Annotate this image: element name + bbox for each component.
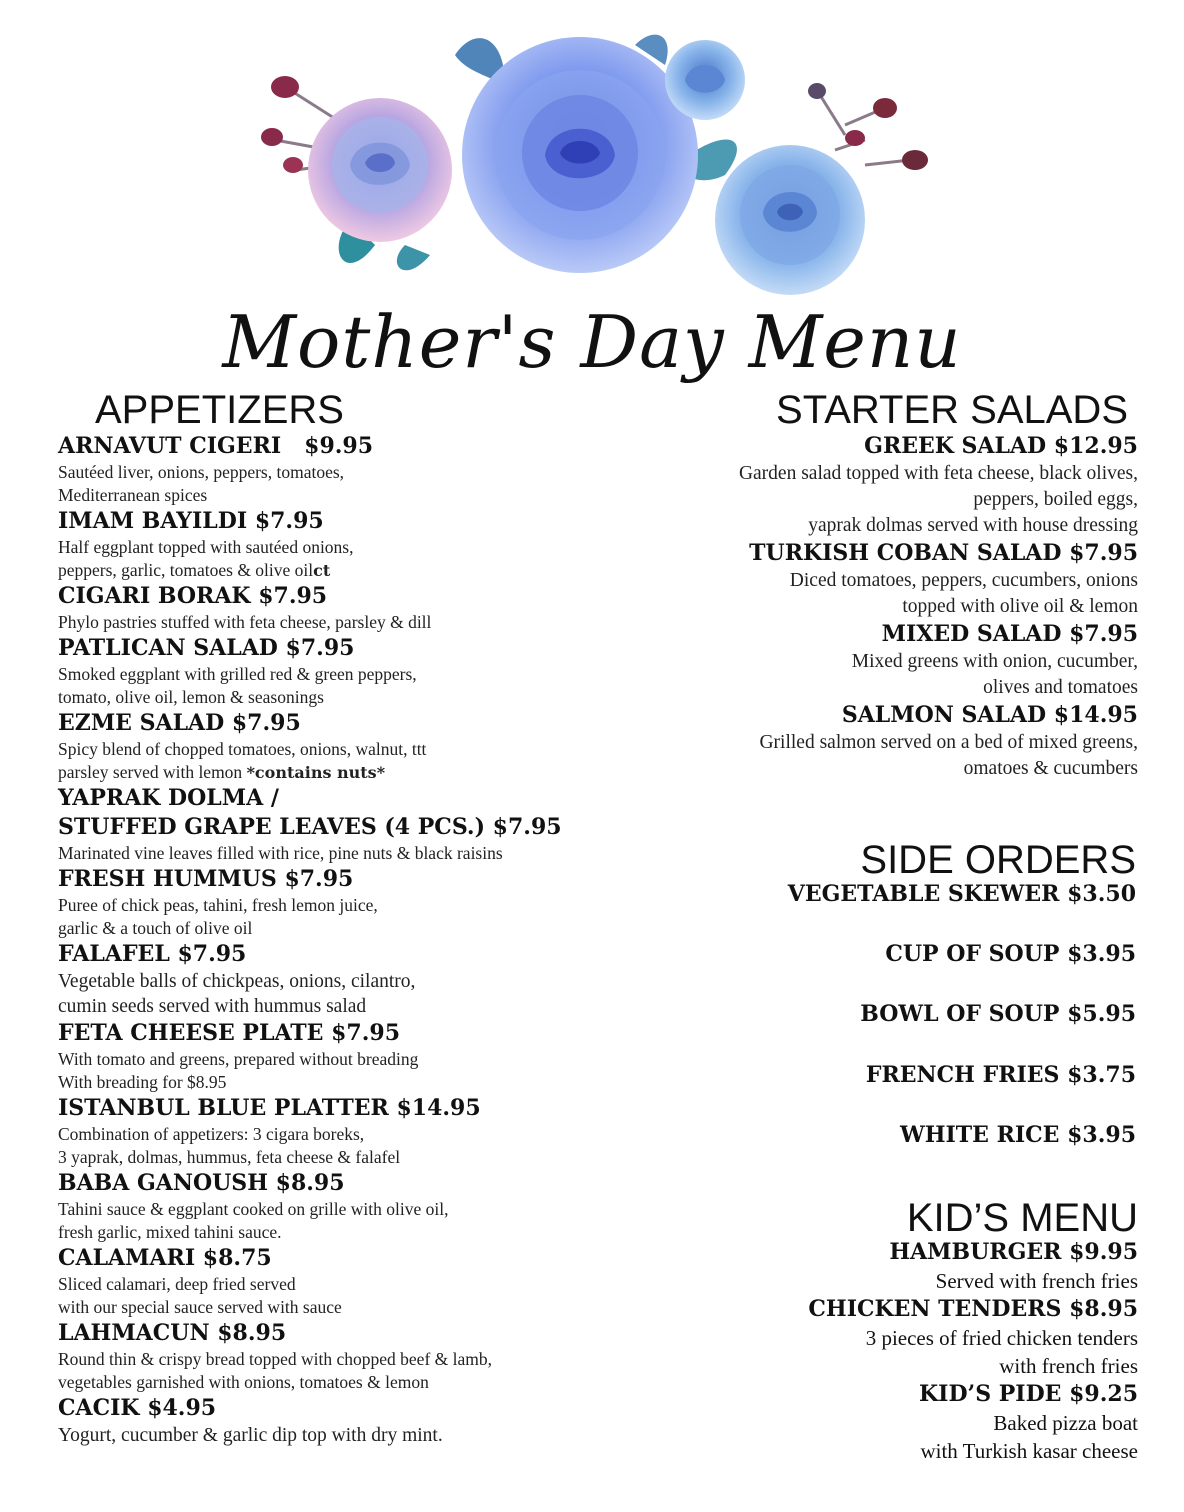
appetizer-price: $7.95 [177,941,247,967]
salad-name: MIXED SALAD [881,621,1062,647]
appetizer-description-text: garlic & a touch of olive oil [58,918,253,938]
appetizer-name: YAPRAK DOLMA / [58,785,279,811]
rose-center [462,37,698,273]
appetizer-name: IMAM BAYILDI [58,508,248,534]
salad-price: $7.95 [1069,540,1138,566]
appetizer-description-text: With breading for $8.95 [58,1072,227,1092]
appetizer-name: LAHMACUN [58,1320,210,1346]
side-order-item [866,1061,1136,1090]
side-orders-heading: SIDE ORDERS [860,838,1136,882]
appetizer-description-text: parsley served with lemon [58,762,247,782]
kids-item-name: KID’S PIDE [919,1381,1062,1407]
salad-description: yaprak dolmas served with house dressing [808,515,1138,536]
kids-item-description: Served with french fries [935,1269,1138,1293]
kids-item-price: $9.95 [1069,1239,1138,1265]
salad-description: topped with olive oil & lemon [902,596,1138,617]
side-order-price: $3.95 [1067,941,1136,967]
appetizer-description-text: Vegetable balls of chickpeas, onions, cilantro, [58,971,416,992]
salad-price: $14.95 [1053,702,1138,728]
appetizer-price: $8.95 [275,1170,345,1196]
appetizer-name: FETA CHEESE PLATE [58,1020,324,1046]
side-order-item [885,940,1136,969]
kids-item-name-row [518,1238,1138,1267]
appetizer-description-text: Spicy blend of chopped tomatoes, onions, walnut, ttt [58,739,427,759]
appetizer-description [58,1048,698,1071]
kids-item-name-row [518,1380,1138,1409]
appetizer-price: $8.95 [217,1320,287,1346]
salad-name: TURKISH COBAN SALAD [749,540,1062,566]
contains-nuts-note: *contains nuts* [246,763,386,782]
appetizer-price: $4.95 [147,1395,217,1421]
appetizer-name-row [58,813,698,842]
appetizer-name: EZME SALAD [58,710,225,736]
appetizer-name: PATLICAN SALAD [58,635,278,661]
side-order-item [900,1121,1136,1150]
appetizer-price: $7.95 [254,508,324,534]
side-order-price: $5.95 [1067,1001,1136,1027]
appetizer-name-row [58,784,698,813]
salad-name-row [518,620,1138,649]
appetizer-description-text: Puree of chick peas, tahini, fresh lemon juice, [58,895,378,915]
appetizer-price: $7.95 [258,583,328,609]
appetizer-name: CALAMARI [58,1245,196,1271]
salad-name-row [518,701,1138,730]
salad-description: Diced tomatoes, peppers, cucumbers, onions [789,570,1138,591]
appetizer-description-text: Mediterranean spices [58,485,208,505]
appetizer-description-text: Phylo pastries stuffed with feta cheese, parsley & dill [58,612,432,632]
appetizer-name: BABA GANOUSH [58,1170,268,1196]
salad-name-row [518,539,1138,568]
appetizer-description-text: With tomato and greens, prepared without breading [58,1049,419,1069]
appetizer-price: $7.95 [284,866,354,892]
appetizer-description-text: Sautéed liver, onions, peppers, tomatoes, [58,462,345,482]
appetizer-description [58,894,698,917]
appetizer-description-text: Tahini sauce & eggplant cooked on grille with olive oil, [58,1199,449,1219]
kids-item-description: with french fries [999,1354,1138,1378]
appetizer-name: CACIK [58,1395,140,1421]
appetizer-description-text: Marinated vine leaves filled with rice, pine nuts & black raisins [58,843,503,863]
kids-item-name: HAMBURGER [889,1239,1062,1265]
appetizer-description [58,969,698,994]
appetizer-description-text: vegetables garnished with onions, tomatoes & lemon [58,1372,429,1392]
side-order-item [788,880,1136,909]
appetizer-price: $8.75 [202,1245,272,1271]
appetizer-description [58,1123,698,1146]
appetizer-description-text: Smoked eggplant with grilled red & green peppers, [58,664,417,684]
side-order-name: WHITE RICE [900,1122,1060,1148]
rose-bud [665,40,745,120]
salad-description: Garden salad topped with feta cheese, black olives, [738,463,1138,484]
appetizer-description-text: Sliced calamari, deep fried served [58,1274,296,1294]
appetizer-description-text: with our special sauce served with sauce [58,1297,342,1317]
side-order-price: $3.95 [1067,1122,1136,1148]
appetizer-description-text: cumin seeds served with hummus salad [58,996,367,1017]
appetizer-price: $7.95 [492,814,562,840]
appetizer-description-text: fresh garlic, mixed tahini sauce. [58,1222,282,1242]
appetizer-price: $7.95 [231,710,301,736]
rose-left [308,98,452,242]
appetizer-price: $14.95 [396,1095,481,1121]
appetizer-description-text: Round thin & crispy bread topped with chopped beef & lamb, [58,1349,493,1369]
kids-menu-list [518,1238,1138,1465]
roses-illustration [255,15,935,295]
salad-description: omatoes & cucumbers [963,758,1138,779]
appetizer-name: FRESH HUMMUS [58,866,277,892]
salad-name: SALMON SALAD [841,702,1047,728]
starter-salads-heading: STARTER SALADS [776,388,1128,432]
appetizer-name: FALAFEL [58,941,170,967]
appetizer-description [58,1198,698,1221]
kids-item-price: $8.95 [1069,1296,1138,1322]
side-order-item [860,1000,1136,1029]
appetizer-description-text: Half eggplant topped with sautéed onions, [58,537,354,557]
appetizer-name: ARNAVUT CIGERI [58,433,282,459]
side-order-name: VEGETABLE SKEWER [787,881,1060,907]
rose-right [715,145,865,295]
appetizer-description [58,917,698,940]
appetizer-description [58,1071,698,1094]
appetizer-description [58,1146,698,1169]
kids-item-description: Baked pizza boat [993,1411,1138,1435]
salad-description: peppers, boiled eggs, [973,489,1138,510]
appetizer-name: ISTANBUL BLUE PLATTER [58,1095,389,1121]
appetizer-description-text: Combination of appetizers: 3 cigara boreks, [58,1124,365,1144]
kids-item-description: with Turkish kasar cheese [920,1439,1138,1463]
side-order-name: FRENCH FRIES [865,1062,1060,1088]
appetizer-name: STUFFED GRAPE LEAVES (4 PCS.) [58,814,485,840]
appetizers-heading: APPETIZERS [95,388,344,432]
kids-item-description: 3 pieces of fried chicken tenders [865,1326,1138,1350]
salad-name-row [518,432,1138,461]
side-order-name: BOWL OF SOUP [860,1001,1060,1027]
appetizer-name: CIGARI BORAK [58,583,251,609]
appetizer-name-row [58,1169,698,1198]
appetizer-description [58,842,698,865]
appetizer-name-row [58,940,698,969]
appetizer-description [58,994,698,1019]
appetizer-description-text: 3 yaprak, dolmas, hummus, feta cheese & falafel [58,1147,401,1167]
starter-salads-list [518,432,1138,782]
side-order-price: $3.75 [1067,1062,1136,1088]
appetizer-name-row [58,1094,698,1123]
kids-item-name: CHICKEN TENDERS [808,1296,1062,1322]
salad-description: Mixed greens with onion, cucumber, [851,651,1138,672]
salad-description: Grilled salmon served on a bed of mixed greens, [759,732,1138,753]
appetizer-name-row [58,1019,698,1048]
side-order-name: CUP OF SOUP [885,941,1060,967]
appetizer-price: $9.95 [304,433,374,459]
appetizer-description-text: peppers, garlic, tomatoes & olive oil [58,560,314,580]
kids-item-price: $9.25 [1069,1381,1138,1407]
side-order-price: $3.50 [1067,881,1136,907]
appetizer-price: $7.95 [285,635,355,661]
appetizer-description-text: tomato, olive oil, lemon & seasonings [58,687,324,707]
salad-description: olives and tomatoes [983,677,1138,698]
salad-name: GREEK SALAD [864,433,1047,459]
salad-price: $12.95 [1053,433,1138,459]
appetizer-name-row [58,865,698,894]
appetizer-price: $7.95 [331,1020,401,1046]
appetizer-description-text: Yogurt, cucumber & garlic dip top with dry mint. [58,1425,443,1446]
salad-price: $7.95 [1069,621,1138,647]
kids-item-name-row [518,1295,1138,1324]
menu-title: Mother's Day Menu [222,300,962,384]
kids-menu-heading: KID’S MENU [906,1196,1138,1240]
appetizer-description-suffix: ct [313,561,331,580]
